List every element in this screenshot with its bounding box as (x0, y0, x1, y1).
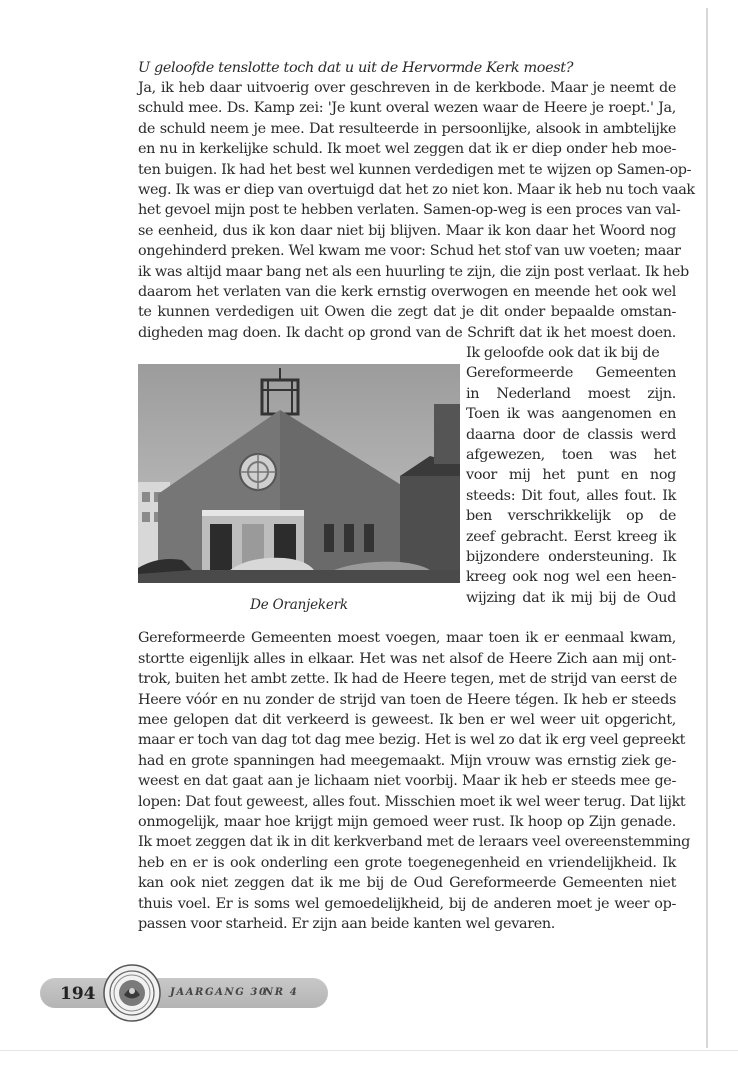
text-line: Ja, ik heb daar uitvoerig over geschreven in de kerkbode. Maar je neemt de (138, 80, 676, 96)
text-line: zeef gebracht. Eerst kreeg ik (466, 529, 676, 545)
page-number: 194 (60, 984, 96, 1004)
text-line: kreeg ook nog wel een heen- (466, 569, 676, 585)
text-line: thuis voel. Er is soms wel gemoedelijkheid, bij de anderen moet je weer op- (138, 896, 676, 912)
text-line: had en grote spanningen had meegemaakt. Mijn vrouw was ernstig ziek ge- (138, 753, 676, 769)
photo-caption: De Oranjekerk (250, 597, 348, 613)
page-edge-line (706, 8, 708, 1048)
interview-question: U geloofde tenslotte toch dat u uit de Hervormde Kerk moest? (138, 60, 574, 76)
text-line: trok, buiten het ambt zette. Ik had de Heere tegen, met de strijd van eerst de (138, 671, 677, 687)
text-line: digheden mag doen. Ik dacht op grond van de Schrift dat ik het moest doen. (138, 325, 676, 341)
text-line: Gereformeerde Gemeenten moest voegen, maar toen ik er eenmaal kwam, (138, 630, 676, 646)
church-photo-drawing (138, 364, 460, 583)
text-line: stortte eigenlijk alles in elkaar. Het was net alsof de Heere Zich aan mij ont- (138, 651, 676, 667)
text-line: bijzondere ondersteuning. Ik (466, 549, 676, 565)
text-line: Toen ik was aangenomen en (466, 406, 676, 422)
text-line: lopen: Dat fout geweest, alles fout. Misschien moet ik wel weer terug. Dat lijkt (138, 794, 686, 810)
text-line: onmogelijk, maar hoe krijgt mijn gemoed weer rust. Ik hoop op Zijn genade. (138, 814, 676, 830)
text-line: in Nederland moest zijn. (466, 386, 676, 402)
text-line: weg. Ik was er diep van overtuigd dat het zo niet kon. Maar ik heb nu toch vaak (138, 182, 695, 198)
text-line: Ik moet zeggen dat ik in dit kerkverband met de leraars veel overeenstemming (138, 834, 691, 850)
text-line: Heere vóór en nu zonder de strijd van toen de Heere tégen. Ik heb er steeds (138, 692, 676, 708)
text-line: te kunnen verdedigen uit Owen die zegt dat je dit onder bepaalde omstan- (138, 304, 676, 320)
footer-issue: NR 4 (264, 987, 299, 998)
text-line: daarom het verlaten van die kerk ernstig overwogen en meende het ook wel (138, 284, 676, 300)
text-line: daarna door de classis werd (466, 427, 676, 443)
text-line: en nu in kerkelijke schuld. Ik moet wel zeggen dat ik er diep onder heb moe- (138, 141, 676, 157)
text-line: ongehinderd preken. Wel kwam me voor: Schud het stof van uw voeten; maar (138, 243, 681, 259)
text-line: ik was altijd maar bang net als een huurling te zijn, die zijn post verlaat. Ik heb (138, 264, 689, 280)
text-line: ten buigen. Ik had het best wel kunnen verdedigen met te wijzen op Samen-op- (138, 162, 692, 178)
text-line: maar er toch van dag tot dag mee bezig. Het is wel zo dat ik erg veel gepreekt (138, 732, 686, 748)
text-line: mee gelopen dat dit verkeerd is geweest. Ik ben er wel weer uit opgericht, (138, 712, 676, 728)
text-line: het gevoel mijn post te hebben verlaten. Samen-op-weg is een proces van val- (138, 202, 681, 218)
text-line: schuld mee. Ds. Kamp zei: 'Je kunt overal wezen waar de Heere je roept.' Ja, (138, 100, 676, 116)
text-line: weest en dat gaat aan je lichaam niet voorbij. Maar ik heb er steeds mee ge- (138, 773, 676, 789)
footer-volume: JAARGANG 30 (170, 987, 268, 998)
text-line: afgewezen, toen was het (466, 447, 676, 463)
text-line: steeds: Dit fout, alles fout. Ik (466, 488, 676, 504)
text-line: ben verschrikkelijk op de (466, 508, 676, 524)
text-line: heb en er is ook onderling een grote toegenegenheid en vriendelijkheid. Ik (138, 855, 676, 871)
text-line: voor mij het punt en nog (466, 467, 676, 483)
text-line: passen voor starheid. Er zijn aan beide kanten wel gevaren. (138, 916, 556, 932)
emblem-seal-drawing (103, 964, 161, 1022)
text-line: Ik geloofde ook dat ik bij de (466, 345, 660, 361)
text-line: kan ook niet zeggen dat ik me bij de Oud Gereformeerde Gemeenten niet (138, 875, 676, 891)
text-line: wijzing dat ik mij bij de Oud (466, 590, 676, 606)
page-bottom-line (0, 1050, 738, 1051)
church-photo-icon (138, 364, 460, 583)
text-line: se eenheid, dus ik kon daar niet bij blijven. Maar ik kon daar het Woord nog (138, 223, 676, 239)
text-line: de schuld neem je mee. Dat resulteerde in persoonlijke, alsook in ambtelijke (138, 121, 676, 137)
text-line: Gereformeerde Gemeenten (466, 365, 676, 381)
emblem-seal-icon (103, 964, 161, 1022)
